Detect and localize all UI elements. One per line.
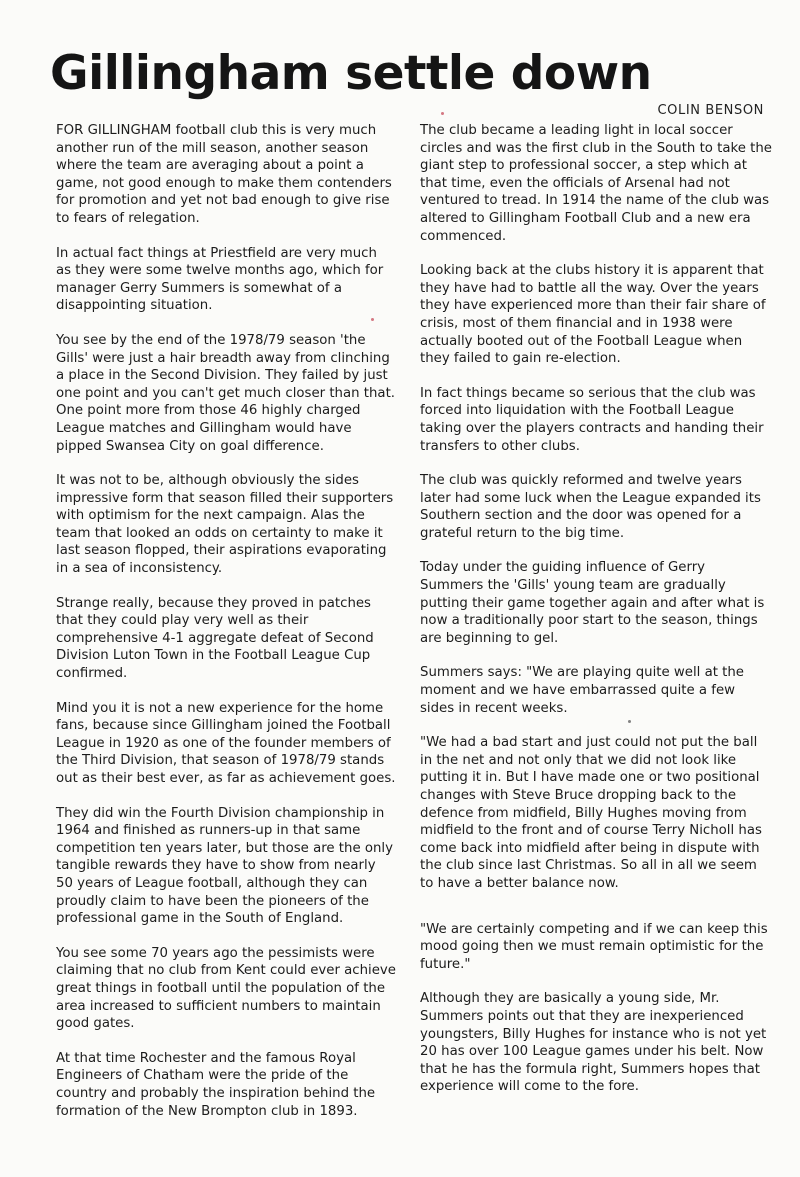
paragraph: You see some 70 years ago the pessimists were claiming that no club from Kent could ever achieve great things in football until the population of the area increased to sufficient numbers to maintain good gates.: [56, 945, 396, 1032]
paragraph: "We are certainly competing and if we can keep this mood going then we must remain optimistic for the future.": [420, 921, 768, 972]
paragraph: The club was quickly reformed and twelve years later had some luck when the League expanded its Southern section and the door was opened for a grateful return to the big time.: [420, 473, 761, 541]
paragraph: FOR GILLINGHAM football club this is very much another run of the mill season, another season where the team are averaging about a point a game, not good enough to make them contenders for promotion and yet not bad enough to give rise to fears of relegation.: [56, 123, 392, 226]
paragraph: In actual fact things at Priestfield are very much as they were some twelve months ago, which for manager Gerry Summers is somewhat of a disappointing situation.: [56, 245, 384, 314]
paragraph: Today under the guiding influence of Gerry Summers the 'Gills' young team are gradually putting their game together again and after what is now a traditionally poor start to the season, things are beginning to gel.: [420, 560, 765, 646]
author-byline: COLIN BENSON: [657, 103, 764, 118]
right-column: [420, 122, 772, 1113]
paragraph: It was not to be, although obviously the sides impressive form that season filled their supporters with optimism for the next campaign. Alas the team that looked an odds on certainty to make it last season flopped, their aspirations evaporating in a sea of inconsistency.: [56, 473, 394, 577]
paragraph: You see by the end of the 1978/79 season 'the Gills' were just a hair breadth away from clinching a place in the Second Division. They failed by just one point and you can't get much closer than that. One point more from those 46 highly charged League matches and Gillingham would have pipped Swansea City on goal difference.: [56, 332, 396, 454]
paragraph: Although they are basically a young side, Mr. Summers points out that they are inexperienced youngsters, Billy Hughes for instance who is not yet 20 has over 100 League games under his belt. Now that he has the formula right, Summers hopes that experience will come to the fore.: [420, 991, 767, 1095]
paragraph: Summers says: "We are playing quite well at the moment and we have embarrassed quite a few sides in recent weeks.: [420, 665, 744, 716]
left-column: [56, 122, 396, 1137]
paragraph: Looking back at the clubs history it is apparent that they have had to battle all the way. Over the years they have experienced more than their fair share of crisis, most of them financial and in 1938 were actually booted out of the Football League when they failed to gain re-election.: [420, 263, 766, 367]
print-speck: [371, 318, 374, 321]
paragraph: Strange really, because they proved in patches that they could play very well as their comprehensive 4-1 aggregate defeat of Second Division Luton Town in the Football League Cup confirmed.: [56, 595, 374, 682]
paragraph: The club became a leading light in local soccer circles and was the first club in the South to take the giant step to professional soccer, a step which at that time, even the officials of Arsenal had not ventured to tread. In 1914 the name of the club was altered to Gillingham Football Club and a new era commenced.: [420, 123, 772, 244]
paragraph: Mind you it is not a new experience for the home fans, because since Gillingham joined the Football League in 1920 as one of the founder members of the Third Division, that season of 1978/79 stands out as their best ever, as far as achievement goes.: [56, 700, 396, 786]
article-title: Gillingham settle down: [50, 46, 652, 101]
print-speck: [628, 720, 631, 723]
print-speck: [441, 112, 444, 115]
paragraph: At that time Rochester and the famous Royal Engineers of Chatham were the pride of the country and probably the inspiration behind the formation of the New Brompton club in 1893.: [56, 1050, 376, 1119]
paragraph: They did win the Fourth Division championship in 1964 and finished as runners-up in that same competition ten years later, but those are the only tangible rewards they have to show from nearly 50 years of League football, although they can proudly claim to have been the pioneers of the professional game in the South of England.: [56, 805, 393, 927]
paragraph: "We had a bad start and just could not put the ball in the net and not only that we did not look like putting it in. But I have made one or two positional changes with Steve Bruce dropping back to the defence from midfield, Billy Hughes moving from midfield to the front and of course Terry Nicholl has come back into midfield after being in dispute with the club since last Christmas. So all in all we seem to have a better balance now.: [420, 735, 762, 891]
paragraph: In fact things became so serious that the club was forced into liquidation with the Football League taking over the players contracts and handing their transfers to other clubs.: [420, 385, 764, 454]
